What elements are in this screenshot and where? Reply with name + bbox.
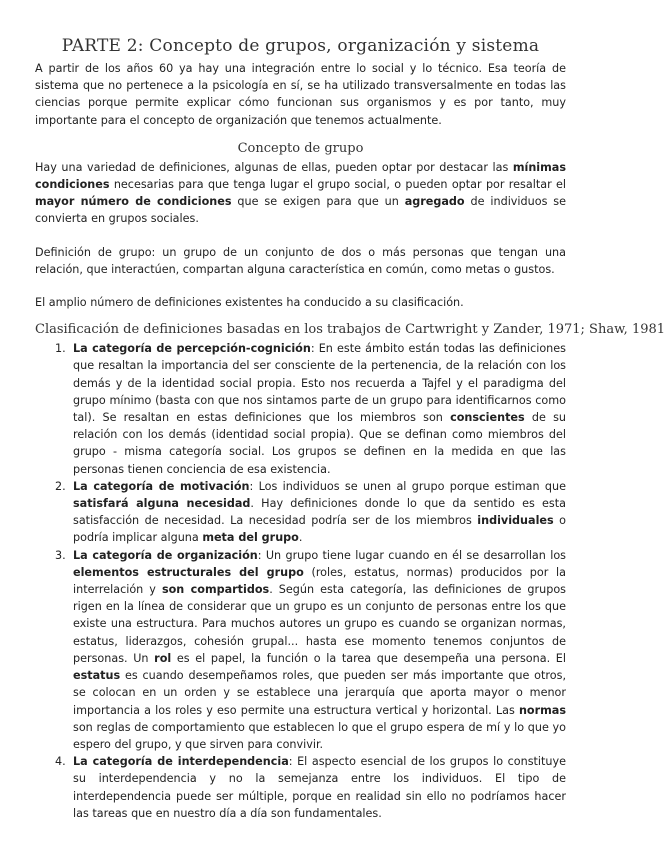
category-list xyxy=(55,340,567,822)
page-title: PARTE 2: Concepto de grupos, organización y sistema xyxy=(61,36,540,56)
classification-heading: Clasificación de definiciones basadas en los trabajos de Cartwright y Zander, 1971; Shaw, 1981 xyxy=(35,322,665,338)
list-item: 4. La categoría de interdependencia: El aspecto esencial de los grupos lo constituye su interdependencia y no la semejanza entre los individuos. El tipo de interdependencia puede ser múltiple, porque en realidad sin ello no podríamos hacer las tareas que en nuestro día a día son fundamentales. xyxy=(55,755,567,820)
list-item: 2. La categoría de motivación: Los individuos se unen al grupo porque estiman que satisfará alguna necesidad. Hay definiciones donde lo que da sentido es esta satisfacción de necesidad. La necesidad podría ser de los miembros individuales o podría implicar alguna meta del grupo. xyxy=(55,479,566,545)
intro-paragraph: A partir de los años 60 ya hay una integración entre lo social y lo técnico. Esa teoría de sistema que no pertenece a la psicología en sí, se ha utilizado transversalmente en todas las ciencias porque permite explicar cómo funcionan sus organismos y es por tanto, muy importante para el concepto de organización que tenemos actualmente. xyxy=(35,62,566,127)
list-item: 3. La categoría de organización: Un grupo tiene lugar cuando en él se desarrollan los elementos estructurales del grupo (roles, estatus, normas) producidos por la interrelación y son compartidos. Según esta categoría, las definiciones de grupos rigen en la línea de considerar que un grupo es un conjunto de personas entre los que existe una estructura. Para muchos autores un grupo es cuando se organizan normas, estatus, liderazgos, cohesión grupal... hasta ese momento tenemos conjuntos de personas. Un rol es el papel, la función o la tarea que desempeña una persona. El estatus es cuando desempeñamos roles, que pueden ser más importante que otros, se colocan en un orden y se establece una jerarquía que aporta mayor o menor importancia a los roles y eso permite una estructura vertical y horizontal. Las normas son reglas de comportamiento que establecen lo que el grupo espera de mí y lo que yo espero del grupo, y que sirven para convivir. xyxy=(55,548,567,751)
classification-intro: El amplio número de definiciones existentes ha conducido a su clasificación. xyxy=(35,296,464,310)
definitions-paragraph: Hay una variedad de definiciones, algunas de ellas, pueden optar por destacar las mínimas condiciones necesarias para que tenga lugar el grupo social, o pueden optar por resaltar el mayor número de condiciones que se exigen para que un agregado de individuos se convierta en grupos sociales. xyxy=(35,160,566,226)
definition-paragraph: Definición de grupo: un grupo de un conjunto de dos o más personas que tengan una relación, que interactúen, compartan alguna característica en común, como metas o gustos. xyxy=(35,245,566,276)
concept-heading: Concepto de grupo xyxy=(237,140,364,156)
list-item: 1. La categoría de percepción-cognición: En este ámbito están todas las definiciones que resaltan la importancia del ser consciente de la pertenencia, de la relación con los demás y de la identidad social propia. Esto nos recuerda a Tajfel y el paradigma del grupo mínimo (basta con que nos sintamos parte de un grupo para identificarnos como tal). Se resaltan en estas definiciones que los miembros son conscientes de su relación con los demás (identidad social propia). Que se definan como miembros del grupo - misma categoría social. Los grupos se definen en la medida en que las personas tienen conciencia de esa existencia. xyxy=(55,342,566,476)
